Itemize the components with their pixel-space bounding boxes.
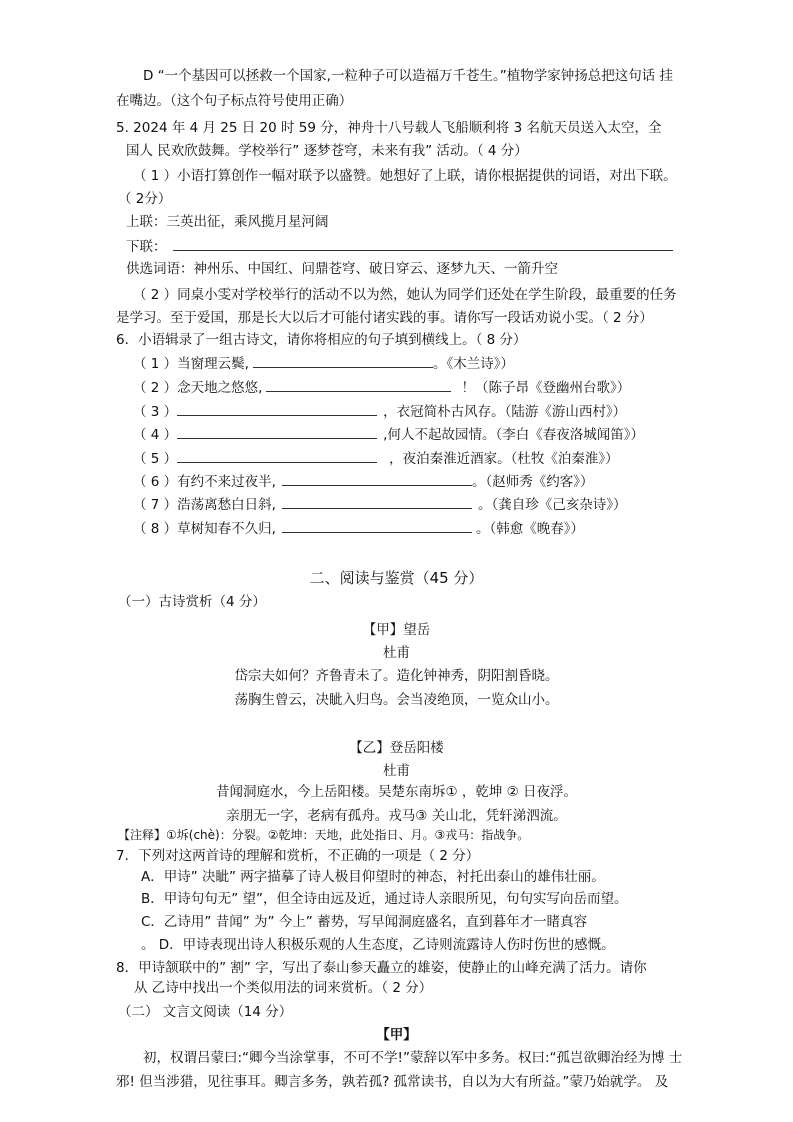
- q7-option-b: B．甲诗句句无” 望”，但全诗由远及近，通过诗人亲眼所见，句句实写向岳而望。: [141, 891, 628, 907]
- q6-item-6-prefix: （ 6 ）有约不来过夜半,: [133, 474, 276, 490]
- q4-option-d-line1: D “一个基因可以拯救一个国家,一粒种子可以造福万千苍生。”植物学家钟扬总把这句话 挂: [143, 68, 674, 84]
- q7-option-d: 。 D．甲诗表现出诗人积极乐观的人生态度，乙诗则流露诗人伤时伤世的感慨。: [141, 937, 615, 953]
- q6-item-1-source: 。《木兰诗》）: [432, 356, 514, 372]
- q6-item-7-source: 。（龚自珍《己亥杂诗》）: [477, 497, 627, 513]
- q5-xialian-blank[interactable]: [173, 236, 673, 251]
- q8-line-1: 8．甲诗颔联中的” 割” 字，写出了泰山参天矗立的雄姿，使静止的山峰充满了活力。请你: [116, 960, 647, 976]
- q6-item-8-source: 。（韩愈《晚春》）: [475, 521, 584, 537]
- q7-stem: 7．下列对这两首诗的理解和赏析，不正确的一项是（ 2 分）: [116, 848, 480, 864]
- passage-jia-line-1: 初，权谓吕蒙曰:“卿今当涂掌事，不可不学!”蒙辞以军中多务。权曰:“孤岂欲卿治经为博 士: [143, 1050, 683, 1066]
- section-2-heading: 二、阅读与鉴赏（45 分）: [309, 569, 484, 587]
- poem-a-title: 【甲】望岳: [362, 622, 431, 638]
- q5-stem-line1: 5. 2024 年 4 月 25 日 20 时 59 分，神舟十八号载人飞船顺利将 3 名航天员送入太空，全: [116, 120, 662, 136]
- q6-item-2-source: ！（陈子昂《登幽州台歌》）: [461, 380, 631, 396]
- q6-item-7: [133, 494, 626, 515]
- q6-item-2-prefix: （ 2 ）念天地之悠悠,: [133, 380, 263, 396]
- q4-option-d-line2: 在嘴边。（这个句子标点符号使用正确）: [116, 93, 353, 109]
- q5-stem-line2: 国人 民欢欣鼓舞。学校举行” 逐梦苍穹，未来有我” 活动。（ 4 分）: [126, 143, 528, 159]
- q6-item-8-prefix: （ 8 ）草树知春不久归,: [133, 521, 276, 537]
- q6-item-4: [133, 424, 644, 445]
- q6-item-2-blank[interactable]: [266, 377, 451, 392]
- q6-item-8: [133, 518, 584, 539]
- q7-option-a: A．甲诗” 决眦” 两字描摹了诗人极目仰望时的神态，衬托出泰山的雄伟壮丽。: [141, 869, 605, 885]
- poem-b-author: 杜甫: [383, 763, 410, 779]
- q6-item-4-blank[interactable]: [177, 424, 377, 439]
- q6-item-6-source: 。（赵师秀《约客》）: [471, 474, 594, 490]
- poem-b-title: 【乙】登岳阳楼: [349, 740, 444, 756]
- poem-b-line-1: 昔闻洞庭水，今上岳阳楼。吴楚东南坼① ，乾坤 ② 日夜浮。: [215, 784, 578, 800]
- poem-a-line-2: 荡胸生曾云，决眦入归鸟。会当凌绝顶，一览众山小。: [234, 692, 559, 708]
- q6-item-1: [133, 353, 514, 374]
- q5-sub1-line2: （ 2分）: [118, 191, 172, 207]
- q7-option-c: C．乙诗用” 昔闻” 为” 今上” 蓄势，写早闻洞庭盛名，直到暮年才一睹真容: [141, 914, 588, 930]
- q5-shanglian: 上联：三英出征，乘风揽月星河阔: [126, 214, 329, 230]
- poem-b-annotation: 【注释】①坼(chè)：分裂。②乾坤：天地，此处指日、月。③戎马：指战争。: [118, 828, 530, 842]
- q6-item-4-source: ,何人不起故园情。（李白《春夜洛城闻笛》）: [383, 427, 644, 443]
- q6-item-2: [133, 377, 630, 398]
- q5-sub2-line2: 是学习。至于爱国，那是长大以后才可能付诸实践的事。请你写一段话劝说小雯。（ 2 分）: [116, 310, 653, 326]
- q6-item-6: [133, 471, 593, 492]
- q6-item-8-blank[interactable]: [282, 518, 472, 533]
- q5-sub2-line1: （ 2 ）同桌小雯对学校举行的活动不以为然，她认为同学们还处在学生阶段，最重要的任务: [133, 287, 677, 303]
- poem-a-line-1: 岱宗夫如何？齐鲁青未了。造化钟神秀，阴阳割昏晓。: [234, 668, 559, 684]
- q6-item-5-prefix: （ 5 ）: [133, 451, 178, 467]
- q6-item-6-blank[interactable]: [282, 471, 472, 486]
- q6-item-3-blank[interactable]: [177, 401, 377, 416]
- q6-item-3-prefix: （ 3 ）: [133, 404, 178, 420]
- q6-item-5-source: ，夜泊秦淮近酒家。（杜牧《泊秦淮》）: [389, 451, 619, 467]
- q5-word-choices: 供选词语：神州乐、中国红、问鼎苍穹、破日穿云、逐梦九天、一箭升空: [126, 261, 558, 277]
- poem-b-line-2: 亲朋无一字，老病有孤舟。戎马③ 关山北，凭轩涕泗流。: [226, 808, 567, 824]
- q8-line-2: 从 乙诗中找出一个类似用法的词来赏析。（ 2 分）: [134, 980, 433, 996]
- q6-item-5-blank[interactable]: [177, 448, 377, 463]
- part-2-heading: （二） 文言文阅读（14 分）: [118, 1004, 293, 1020]
- q5-xialian-row: [126, 236, 673, 257]
- passage-jia-label: 【甲】: [376, 1027, 417, 1043]
- q6-item-3: [133, 401, 626, 422]
- passage-jia-line-2: 邪! 但当涉猎，见往事耳。卿言多务，孰若孤? 孤常读书，自以为大有所益。”蒙乃始就学。 及: [116, 1074, 669, 1090]
- q6-item-1-prefix: （ 1 ）当窗理云鬓,: [133, 356, 249, 372]
- poem-a-author: 杜甫: [383, 645, 410, 661]
- q5-sub1-line1: （ 1 ）小语打算创作一幅对联予以盛赞。她想好了上联，请你根据提供的词语，对出下联。: [133, 168, 677, 184]
- q6-item-7-blank[interactable]: [282, 494, 472, 509]
- q6-item-1-blank[interactable]: [253, 353, 433, 368]
- q6-intro: 6．小语辑录了一组古诗文，请你将相应的句子填到横线上。（ 8 分）: [116, 332, 527, 348]
- q5-xialian-label: 下联：: [126, 239, 167, 255]
- q6-item-5: [133, 448, 619, 469]
- q6-item-7-prefix: （ 7 ）浩荡离愁白日斜,: [133, 497, 276, 513]
- q6-item-3-source: ，衣冠简朴古风存。（陆游《游山西村》）: [383, 404, 627, 420]
- part-1-heading: （一）古诗赏析（4 分）: [118, 594, 266, 610]
- q6-item-4-prefix: （ 4 ）: [133, 427, 178, 443]
